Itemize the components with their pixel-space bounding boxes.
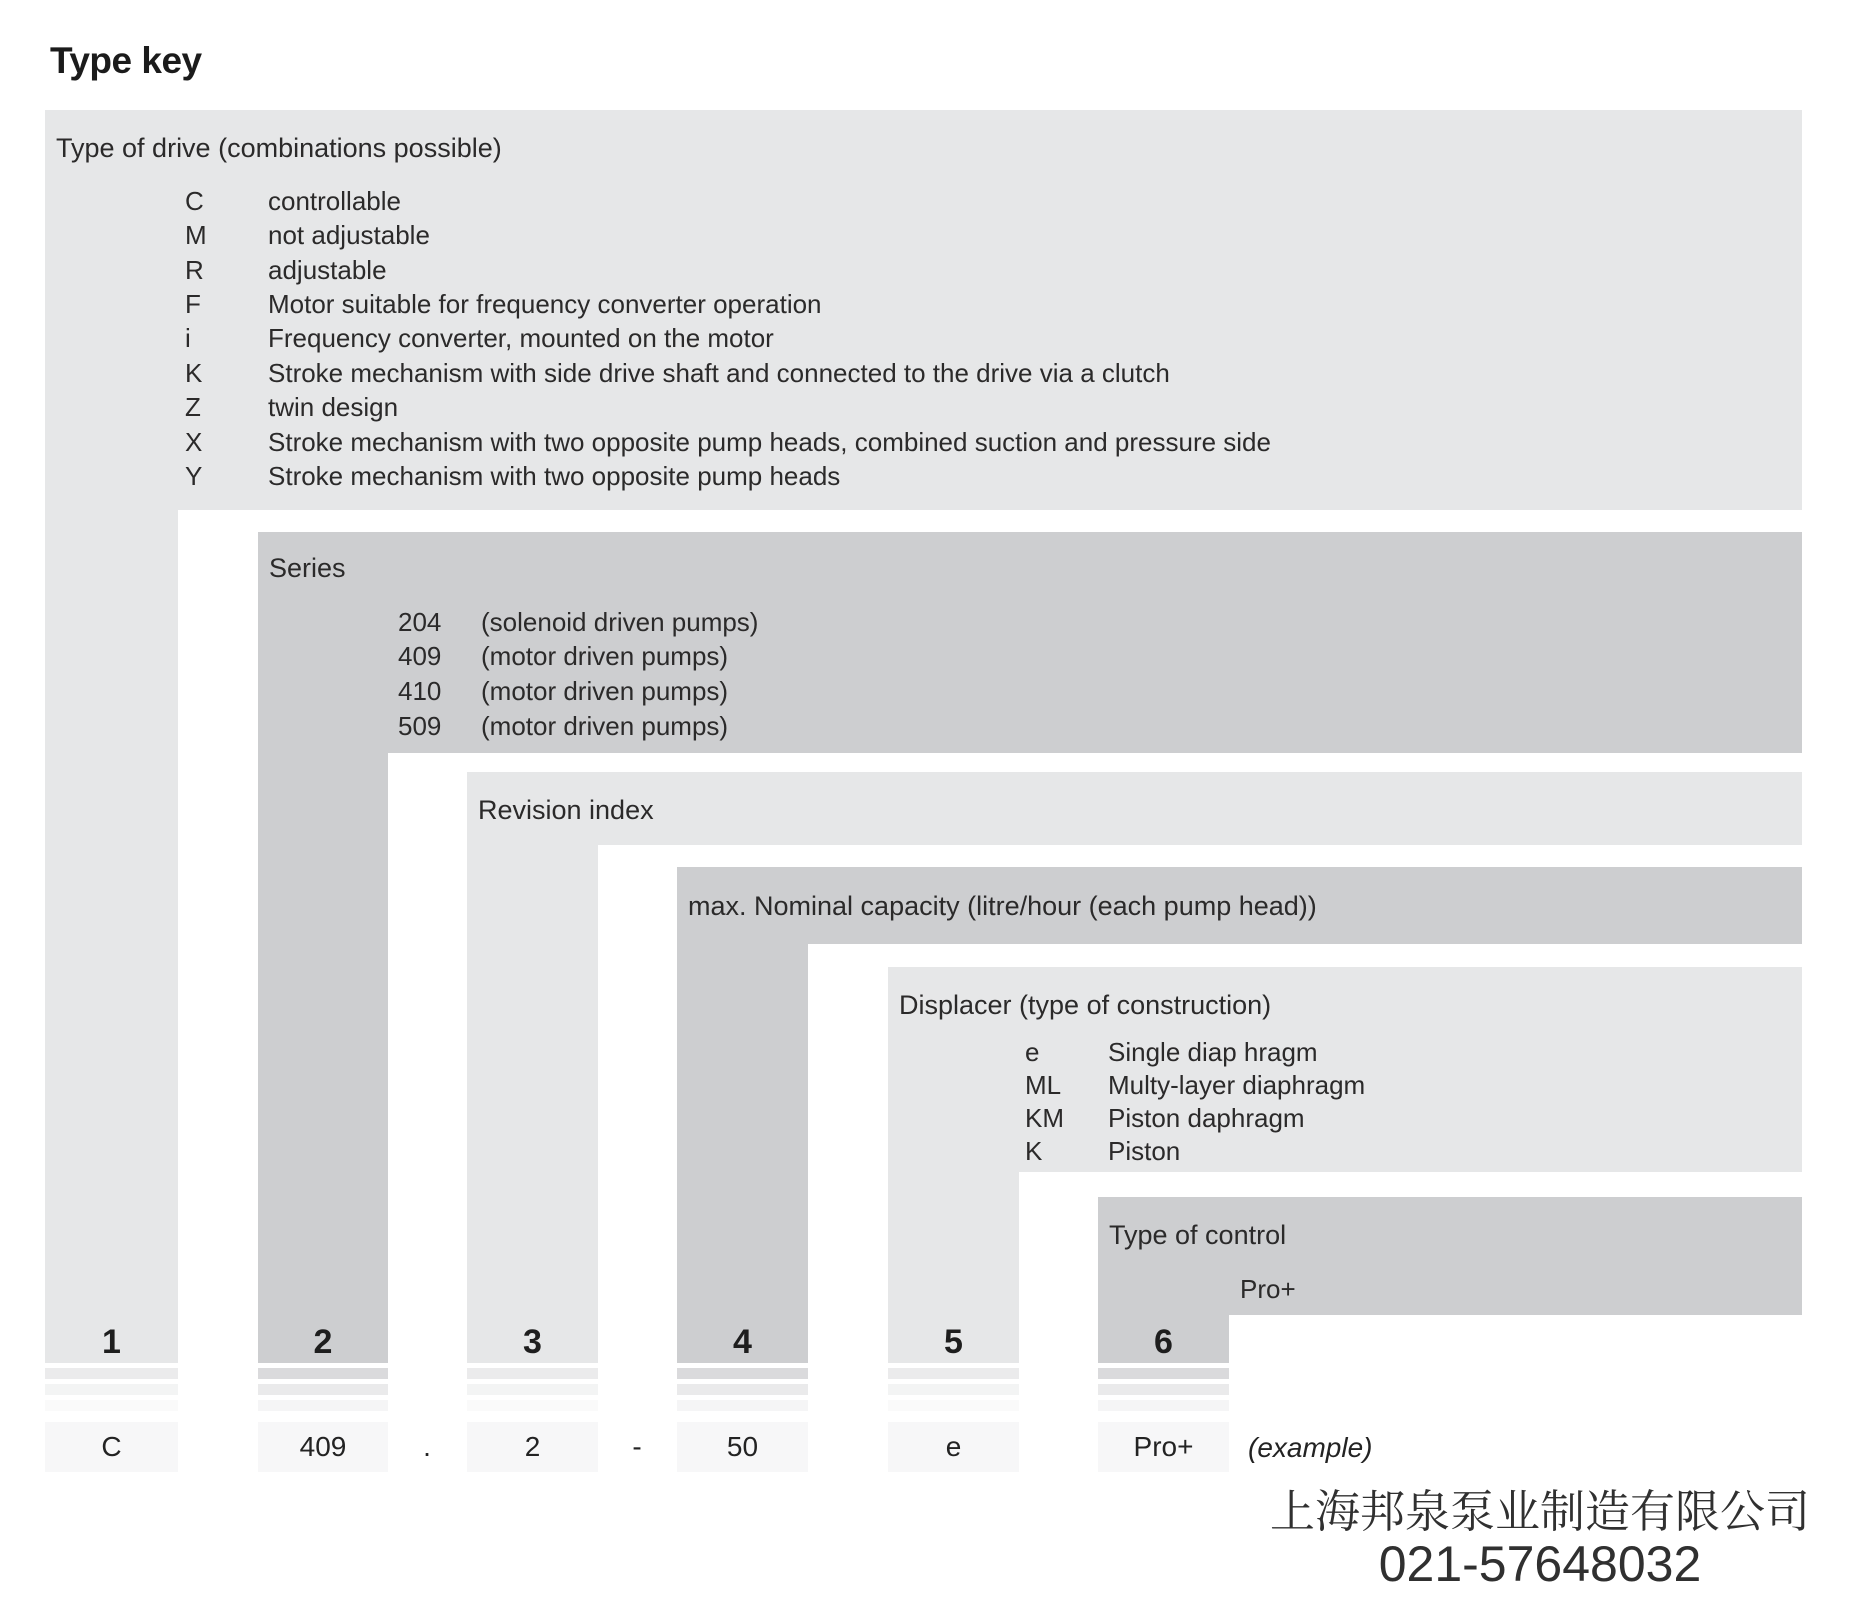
item-desc: adjustable [268, 255, 387, 285]
item-desc: (motor driven pumps) [481, 711, 729, 741]
item-desc: Multy-layer diaphragm [1108, 1070, 1366, 1100]
page-title: Type key [50, 40, 202, 81]
band-fade [467, 1400, 598, 1411]
item-code: 410 [398, 676, 442, 706]
label-displacer: Displacer (type of construction) [899, 990, 1272, 1020]
item-desc: Piston daphragm [1108, 1103, 1305, 1133]
displacer-item-e [1025, 1039, 1318, 1066]
series-item-409 [398, 643, 728, 670]
item-code: K [185, 358, 203, 388]
drive-item-x [185, 429, 1271, 456]
item-desc: Stroke mechanism with side drive shaft and connected to the drive via a clutch [268, 358, 1170, 388]
item-desc: Stroke mechanism with two opposite pump heads, combined suction and pressure side [268, 427, 1271, 457]
band-fade [467, 1384, 598, 1395]
band-fade [45, 1400, 178, 1411]
band-fade [888, 1384, 1019, 1395]
column-number-3: 3 [523, 1323, 542, 1361]
drive-item-m [185, 222, 430, 249]
band-fade [258, 1384, 388, 1395]
watermark [1180, 1487, 1866, 1591]
box-revision-index [467, 772, 1802, 845]
item-desc: controllable [268, 186, 401, 216]
band-fade [467, 1368, 598, 1379]
item-code: R [185, 255, 204, 285]
item-code: Y [185, 461, 203, 491]
column-band-4 [677, 944, 808, 1363]
example-cell-displacer: e [888, 1422, 1019, 1472]
column-number-4: 4 [733, 1323, 752, 1361]
series-item-410 [398, 678, 728, 705]
column-number-1: 1 [102, 1323, 121, 1361]
item-code: C [185, 186, 204, 216]
watermark-phone: 021-57648032 [1378, 1536, 1702, 1592]
example-separator-dot: . [423, 1431, 431, 1462]
column-band-2 [258, 753, 388, 1363]
drive-item-y [185, 463, 840, 490]
drive-item-i [185, 325, 774, 352]
item-desc: Frequency converter, mounted on the motor [268, 323, 774, 353]
drive-item-z [185, 394, 398, 421]
band-fade [258, 1400, 388, 1411]
item-code: ML [1025, 1070, 1062, 1100]
column-number-6: 6 [1154, 1323, 1173, 1361]
series-item-204 [398, 609, 758, 636]
item-desc: not adjustable [268, 220, 430, 250]
item-desc: Stroke mechanism with two opposite pump heads [268, 461, 841, 491]
control-item-pro-plus [1240, 1276, 1296, 1303]
item-desc: (motor driven pumps) [481, 641, 729, 671]
example-cell-control: Pro+ [1098, 1422, 1229, 1472]
example-separator-dash: - [632, 1431, 642, 1462]
item-code: 509 [398, 711, 442, 741]
item-desc: (motor driven pumps) [481, 676, 729, 706]
column-band-3 [467, 845, 598, 1363]
example-cell-capacity: 50 [677, 1422, 808, 1472]
drive-item-c [185, 188, 401, 215]
band-fade [888, 1368, 1019, 1379]
example-cell-series: 409 [258, 1422, 388, 1472]
item-desc: Motor suitable for frequency converter operation [268, 289, 822, 319]
item-code: e [1025, 1037, 1040, 1067]
band-fade [677, 1384, 808, 1395]
box-type-of-control [1098, 1197, 1802, 1315]
band-fade [888, 1400, 1019, 1411]
label-type-of-drive: Type of drive (combinations possible) [56, 133, 502, 163]
label-revision-index: Revision index [478, 795, 654, 825]
band-fade [677, 1400, 808, 1411]
item-code: X [185, 427, 203, 457]
band-fade [1098, 1384, 1229, 1395]
example-cell-revision: 2 [467, 1422, 598, 1472]
item-code: KM [1025, 1103, 1064, 1133]
label-type-of-control: Type of control [1109, 1220, 1287, 1250]
watermark-company: 上海邦泉泵业制造有限公司 [1269, 1486, 1810, 1537]
column-number-5: 5 [944, 1323, 963, 1361]
displacer-item-k [1025, 1138, 1180, 1165]
band-fade [677, 1368, 808, 1379]
label-nominal-capacity: max. Nominal capacity (litre/hour (each pump head)) [688, 891, 1317, 921]
item-code: i [185, 323, 191, 353]
item-code: Pro+ [1240, 1274, 1296, 1304]
item-code: 204 [398, 607, 442, 637]
band-fade [45, 1368, 178, 1379]
displacer-item-km [1025, 1105, 1305, 1132]
example-cell-drive: C [45, 1422, 178, 1472]
label-series: Series [269, 553, 346, 583]
item-code: M [185, 220, 207, 250]
column-band-1 [45, 510, 178, 1363]
item-desc: Piston [1108, 1136, 1181, 1166]
item-code: 409 [398, 641, 442, 671]
item-desc: Single diap hragm [1108, 1037, 1318, 1067]
drive-item-k [185, 360, 1170, 387]
item-code: K [1025, 1136, 1043, 1166]
item-desc: twin design [268, 392, 399, 422]
item-desc: (solenoid driven pumps) [481, 607, 759, 637]
item-code: F [185, 289, 201, 319]
drive-item-r [185, 257, 387, 284]
band-fade [1098, 1400, 1229, 1411]
drive-item-f [185, 291, 822, 318]
band-fade [258, 1368, 388, 1379]
column-number-2: 2 [313, 1323, 333, 1361]
example-caption: (example) [1248, 1432, 1373, 1463]
band-fade [1098, 1368, 1229, 1379]
series-item-509 [398, 713, 728, 740]
item-code: Z [185, 392, 201, 422]
displacer-item-ml [1025, 1072, 1365, 1099]
band-fade [45, 1384, 178, 1395]
